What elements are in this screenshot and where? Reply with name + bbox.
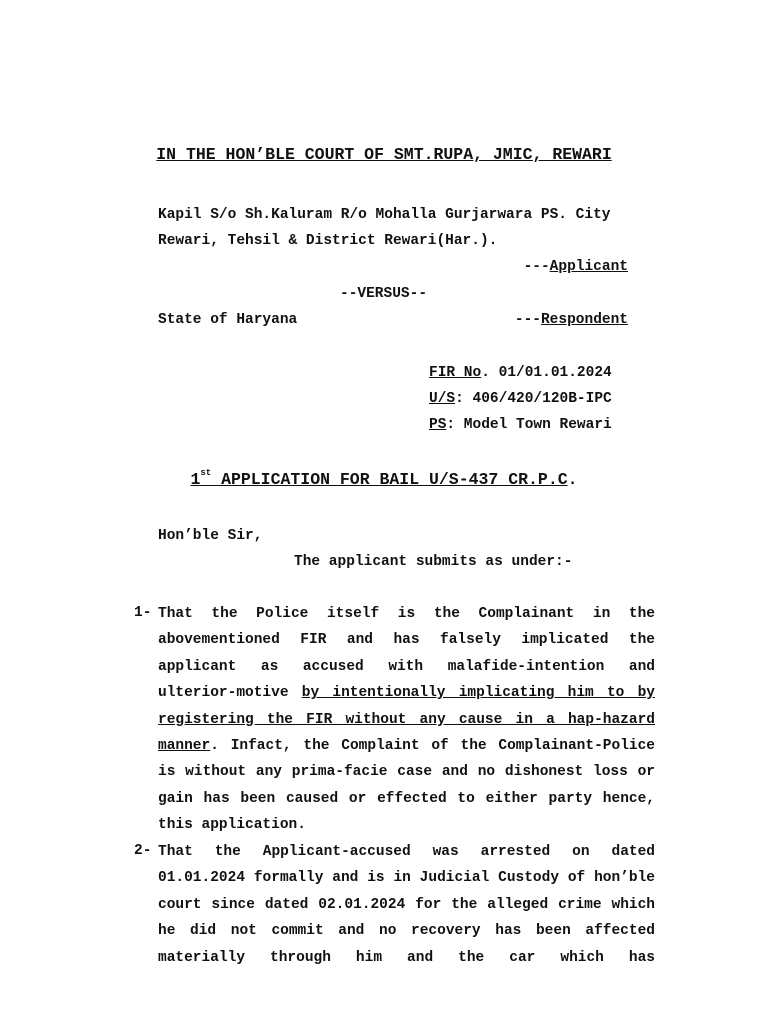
respondent-name: State of Haryana (158, 312, 298, 328)
applicant-line-2: Rewari, Tehsil & District Rewari(Har.). (158, 233, 498, 249)
court-heading: IN THE HON’BLE COURT OF SMT.RUPA, JMIC, REWARI (156, 145, 612, 164)
paragraph-2: That the Applicant-accused was arrested on dated 01.01.2024 formally and is in Judicial Custody of hon’ble court since dated 02.01.2024 for the alleged crime which he did not commit and no recovery has been affected materially through him and the car which has (158, 844, 655, 966)
respondent-role-prefix: --- (514, 312, 541, 328)
paragraph-1-underlined: by intentionally implicating him to by registering the FIR without any cause in a hap-hazard manner (158, 685, 655, 755)
paragraph-1 (158, 601, 655, 839)
fir-ps-value: : Model Town Rewari (446, 417, 612, 433)
application-title-main: APPLICATION FOR BAIL U/S-437 CR.P.C (211, 470, 568, 489)
application-title-text (190, 470, 567, 489)
fir-number (429, 364, 612, 382)
versus-label: --VERSUS-- (340, 286, 428, 302)
application-number: 1 (190, 470, 201, 489)
salutation: Hon’ble Sir, (158, 528, 263, 544)
respondent-role-label: Respondent (540, 312, 628, 328)
paragraph-number-1: 1- (134, 605, 152, 621)
fir-number-value: . 01/01.01.2024 (481, 365, 612, 381)
fir-number-label: FIR No (429, 365, 482, 381)
fir-sections (429, 390, 612, 408)
application-title (0, 470, 768, 489)
paragraph-1-text-after: . Infact, the Complaint of the Complainant-Police is without any prima-facie case and no dishonest loss or gain has been caused or effected to either party hence, this application. (158, 738, 655, 834)
respondent-role (515, 311, 628, 329)
fir-police-station (429, 416, 612, 434)
application-title-suffix: . (567, 470, 578, 489)
paragraph-number-2: 2- (134, 843, 152, 859)
intro-line: The applicant submits as under:- (294, 554, 573, 570)
paragraph-1-text-before: That the Police itself is the Complainant in the abovementioned FIR and has falsely implicated the applicant as accused with malafide-intention and ulterior-motive (158, 606, 655, 702)
applicant-role (524, 258, 628, 276)
fir-sections-value: : 406/420/120B-IPC (455, 391, 612, 407)
fir-ps-label: PS (429, 417, 447, 433)
fir-sections-label: U/S (429, 391, 456, 407)
applicant-role-label: Applicant (549, 259, 628, 275)
applicant-line-1: Kapil S/o Sh.Kaluram R/o Mohalla Gurjarwara PS. City (158, 207, 611, 223)
application-superscript: st (200, 468, 212, 478)
applicant-role-prefix: --- (523, 259, 550, 275)
